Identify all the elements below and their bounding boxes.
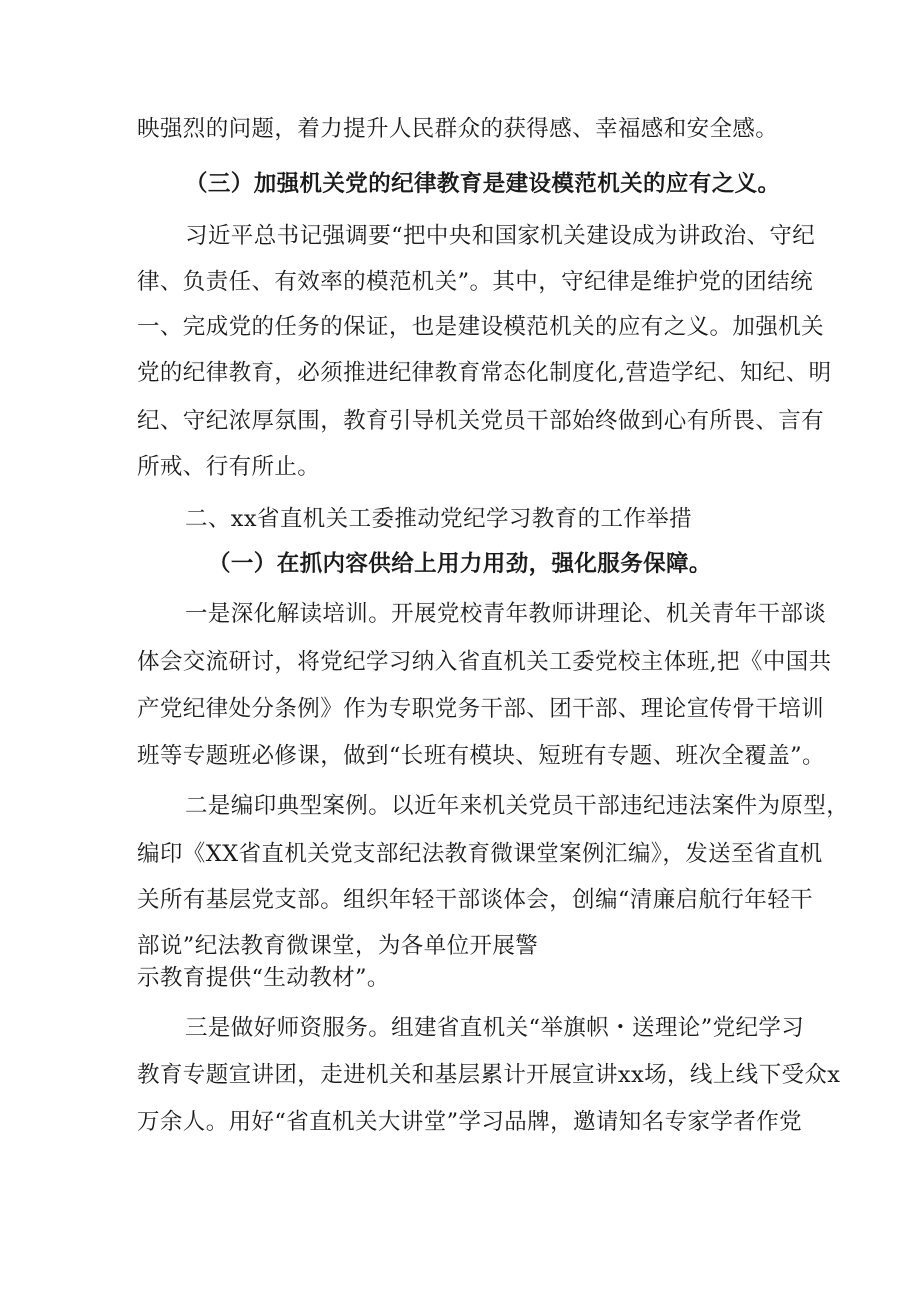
paragraph-line: 党的纪律教育，必须推进纪律教育常态化制度化,营造学纪、知纪、明	[137, 360, 832, 386]
paragraph-line: 教育专题宣讲团，走进机关和基层累计开展宣讲xx场，线上线下受众x	[137, 1062, 841, 1088]
section-heading-2: 二、xx省直机关工委推动党纪学习教育的工作举措	[185, 506, 693, 532]
paragraph-line: 映强烈的问题，着力提升人民群众的获得感、幸福感和安全感。	[137, 116, 779, 142]
paragraph-line: 纪、守纪浓厚氛围，教育引导机关党员干部始终做到心有所畏、言有	[137, 408, 825, 434]
paragraph-line: 二是编印典型案例。以近年来机关党员干部违纪违法案件为原型，	[185, 793, 850, 819]
paragraph-line: 律、负责任、有效率的模范机关”。其中，守纪律是维护党的团结统	[137, 269, 814, 295]
paragraph-line: 所戒、行有所止。	[137, 454, 321, 480]
paragraph-line: 一、完成党的任务的保证，也是建设模范机关的应有之义。加强机关	[137, 314, 825, 340]
paragraph-line: 编印《XX省直机关党支部纪法教育微课堂案例汇编》，发送至省直机	[137, 841, 823, 867]
paragraph-line: 产党纪律处分条例》作为专职党务干部、团干部、理论宣传骨干培训	[137, 696, 825, 722]
subsection-heading-1: （一）在抓内容供给上用力用劲，强化服务保障。	[208, 551, 712, 577]
subsection-heading-3: （三）加强机关党的纪律教育是建设模范机关的应有之义。	[185, 171, 781, 197]
paragraph-line: 体会交流研讨，将党纪学习纳入省直机关工委党校主体班,把《中国共	[137, 649, 832, 675]
paragraph-line: 习近平总书记强调要“把中央和国家机关建设成为讲政治、守纪	[185, 223, 816, 249]
paragraph-line: 三是做好师资服务。组建省直机关“举旗帜・送理论”党纪学习	[185, 1015, 805, 1041]
paragraph-line: 示教育提供“生动教材”。	[137, 965, 390, 991]
paragraph-line: 一是深化解读培训。开展党校青年教师讲理论、机关青年干部谈	[185, 601, 827, 627]
paragraph-line: 部说”纪法教育微课堂，为各单位开展警	[137, 933, 539, 959]
paragraph-line: 关所有基层党支部。组织年轻干部谈体会，创编“清廉启航行年轻干	[137, 887, 814, 913]
paragraph-line: 班等专题班必修课，做到“长班有模块、短班有专题、班次全覆盖”。	[137, 743, 825, 769]
paragraph-line: 万余人。用好“省直机关大讲堂”学习品牌，邀请知名专家学者作党	[137, 1109, 803, 1135]
